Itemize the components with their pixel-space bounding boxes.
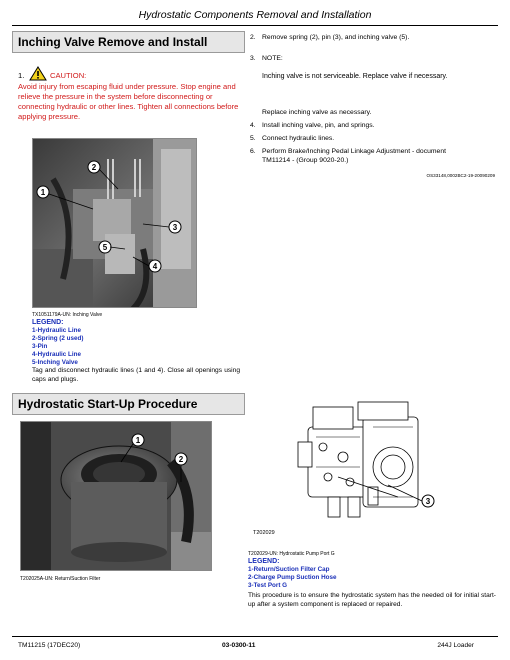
step-number: 5. <box>250 135 256 142</box>
page-header <box>12 8 498 26</box>
legend-title: LEGEND: <box>32 319 64 326</box>
legend-item: 5-Inching Valve <box>32 359 78 366</box>
step-4 <box>250 121 495 130</box>
callout-1: 1 <box>135 436 141 445</box>
section-heading-inching-valve <box>12 31 245 53</box>
hydrostatic-pump-diagram <box>288 397 448 527</box>
document-code: OS33148,0002BC2-19-20090209 <box>426 173 495 178</box>
step-number: 4. <box>250 122 256 129</box>
legend-inching-valve <box>32 319 232 367</box>
header-title: Hydrostatic Components Removal and Installation <box>138 9 372 21</box>
photo-caption: T202025A-UN: Return/Suction Filter <box>20 576 101 582</box>
footer-manual-id: TM11215 (17DEC20) <box>18 642 81 649</box>
replace-text: Replace inching valve as necessary. <box>262 109 372 116</box>
step-number: 1. <box>18 71 25 80</box>
footer-model: 244J Loader <box>437 642 474 649</box>
callout-2: 2 <box>91 163 97 172</box>
legend-startup <box>248 558 498 590</box>
step-text: Install inching valve, pin, and springs. <box>262 122 375 129</box>
step-5 <box>250 134 495 143</box>
callout-2: 2 <box>178 455 184 464</box>
step-2 <box>250 33 495 42</box>
caution-text: Avoid injury from escaping fluid under pressure. Stop engine and relieve the pressure in the system before disconnecting or connecting hydraulic or other lines. Tighten all connections before applying pressure. <box>18 82 239 121</box>
step-number: 6. <box>250 148 256 155</box>
callout-3: 3 <box>172 223 178 232</box>
callout-1: 1 <box>40 188 46 197</box>
step-3 <box>250 54 495 63</box>
step-text: Perform Brake/Inching Pedal Linkage Adjustment - document TM11214 - (Group 9020-20.) <box>262 148 446 164</box>
section-title: Inching Valve Remove and Install <box>18 35 208 49</box>
note-label: NOTE: <box>262 55 283 62</box>
pump-caption: T202029-UN: Hydrostatic Pump Port G <box>248 551 335 557</box>
callout-5: 5 <box>102 243 108 252</box>
warning-icon <box>29 66 47 81</box>
step-6 <box>250 147 475 165</box>
note-text: Inching valve is not serviceable. Replace valve if necessary. <box>262 73 448 80</box>
page-footer <box>12 636 498 654</box>
legend-item: 2-Charge Pump Suction Hose <box>248 574 337 581</box>
step-text: Remove spring (2), pin (3), and inching valve (5). <box>262 34 410 41</box>
step-text: Connect hydraulic lines. <box>262 135 335 142</box>
caution-block <box>18 66 240 122</box>
step-number: 3. <box>250 55 256 62</box>
legend-item: 1-Hydraulic Line <box>32 327 81 334</box>
return-filter-photo <box>20 421 212 571</box>
figure-label: T202029 <box>253 530 275 536</box>
legend-title: LEGEND: <box>248 558 280 565</box>
section-title: Hydrostatic Start-Up Procedure <box>18 397 198 411</box>
legend-item: 3-Test Port G <box>248 582 288 589</box>
footer-page-number: 03-0300-11 <box>222 642 256 649</box>
startup-text: This procedure is to ensure the hydrostatic system has the needed oil for initial start-up after a system component is replaced or repaired. <box>248 592 496 608</box>
callout-3: 3 <box>425 497 431 506</box>
legend-item: 3-Pin <box>32 343 48 350</box>
section-heading-startup <box>12 393 245 415</box>
caution-label: CAUTION: <box>50 71 87 80</box>
inching-valve-photo <box>32 138 197 308</box>
legend-item: 1-Return/Suction Filter Cap <box>248 566 330 573</box>
legend-item: 2-Spring (2 used) <box>32 335 84 342</box>
instruction-text: Tag and disconnect hydraulic lines (1 and 4). Close all openings using caps and plugs. <box>32 367 240 383</box>
step-number: 2. <box>250 34 256 41</box>
photo-caption: TX1051179A-UN: Inching Valve <box>32 312 103 318</box>
legend-item: 4-Hydraulic Line <box>32 351 81 358</box>
callout-4: 4 <box>152 262 158 271</box>
